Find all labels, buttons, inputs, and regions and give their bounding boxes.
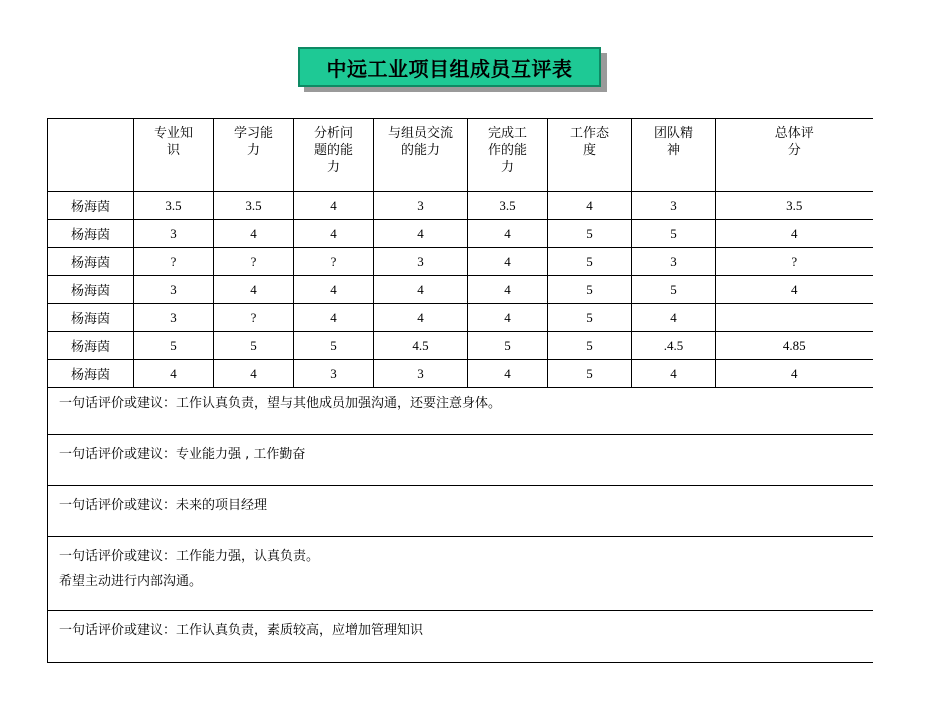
header-team-spirit	[632, 119, 716, 192]
score-cell: 3	[134, 304, 214, 332]
score-cell: 4	[468, 248, 548, 276]
header-analysis-ability	[294, 119, 374, 192]
member-name-cell: 杨海茵	[48, 220, 134, 248]
header-label: 总体评分	[774, 126, 814, 158]
score-cell	[716, 304, 873, 332]
score-cell: 3.5	[716, 192, 873, 220]
score-cell: 3	[294, 360, 374, 388]
comment-block	[48, 384, 873, 435]
score-cell: 3	[374, 192, 468, 220]
header-label: 专业知识	[153, 126, 193, 158]
score-cell: ?	[716, 248, 873, 276]
table-row	[48, 192, 873, 220]
score-cell: 5	[548, 276, 632, 304]
score-cell: 5	[548, 248, 632, 276]
comment-text: 一句话评价或建议：工作能力强，认真负责。	[59, 549, 320, 564]
header-label: 分析问题的能力	[313, 126, 353, 175]
header-professional-knowledge	[134, 119, 214, 192]
score-cell: 5	[294, 332, 374, 360]
header-label: 学习能力	[233, 126, 273, 158]
member-name-cell: 杨海茵	[48, 360, 134, 388]
score-cell: 5	[632, 220, 716, 248]
score-cell: 5	[548, 220, 632, 248]
score-cell: 4.85	[716, 332, 873, 360]
score-cell: 5	[632, 276, 716, 304]
score-cell: 4	[294, 304, 374, 332]
comment-block	[48, 486, 873, 537]
score-cell: ?	[214, 248, 294, 276]
score-cell: 3	[632, 192, 716, 220]
comment-block	[48, 435, 873, 486]
comment-block	[48, 611, 873, 662]
score-cell: 4	[632, 360, 716, 388]
score-cell: 4	[716, 276, 873, 304]
header-label: 完成工作的能力	[487, 126, 527, 175]
header-communication-ability	[374, 119, 468, 192]
score-cell: 5	[134, 332, 214, 360]
score-cell: 5	[468, 332, 548, 360]
score-cell: 4	[374, 220, 468, 248]
score-cell: 3	[134, 276, 214, 304]
score-cell: 4	[214, 360, 294, 388]
member-name-cell: 杨海茵	[48, 304, 134, 332]
score-cell: ?	[214, 304, 294, 332]
score-cell: 5	[548, 332, 632, 360]
score-cell: 4.5	[374, 332, 468, 360]
score-cell: ?	[134, 248, 214, 276]
header-completion-ability	[468, 119, 548, 192]
table-row	[48, 220, 873, 248]
table-row	[48, 248, 873, 276]
score-cell: 4	[716, 220, 873, 248]
score-cell: 4	[468, 304, 548, 332]
header-label: 工作态度	[569, 126, 609, 158]
member-name-cell: 杨海茵	[48, 276, 134, 304]
evaluation-table	[47, 118, 873, 388]
score-cell: 5	[214, 332, 294, 360]
score-cell: 3.5	[134, 192, 214, 220]
score-cell: ?	[294, 248, 374, 276]
score-cell: 3	[374, 248, 468, 276]
score-cell: 4	[294, 192, 374, 220]
header-overall-score	[716, 119, 873, 192]
header-corner	[48, 119, 134, 192]
score-cell: 4	[468, 276, 548, 304]
comment-block	[48, 537, 873, 611]
comment-text: 希望主动进行内部沟通。	[59, 574, 203, 589]
header-row	[48, 119, 873, 192]
header-label: 与组员交流的能力	[387, 126, 453, 158]
comment-text: 一句话评价或建议：工作认真负责，望与其他成员加强沟通，还要注意身体。	[59, 396, 502, 411]
comment-text: 一句话评价或建议：未来的项目经理	[59, 498, 268, 513]
score-cell: 4	[134, 360, 214, 388]
member-name-cell: 杨海茵	[48, 248, 134, 276]
table-row	[48, 332, 873, 360]
score-cell: 4	[468, 220, 548, 248]
score-cell: 3	[632, 248, 716, 276]
comments-section	[47, 384, 873, 663]
table-row	[48, 304, 873, 332]
score-cell: 5	[548, 360, 632, 388]
score-cell: 4	[374, 304, 468, 332]
score-cell: 5	[548, 304, 632, 332]
score-cell: 3	[134, 220, 214, 248]
comment-text: 一句话评价或建议：专业能力强 , 工作勤奋	[59, 447, 306, 462]
score-cell: 4	[716, 360, 873, 388]
score-cell: 4	[374, 276, 468, 304]
score-cell: 4	[214, 220, 294, 248]
comment-text: 一句话评价或建议：工作认真负责，素质较高，应增加管理知识	[59, 623, 424, 638]
score-cell: 3	[374, 360, 468, 388]
score-cell: 4	[294, 276, 374, 304]
score-cell: 3.5	[468, 192, 548, 220]
score-cell: 3.5	[214, 192, 294, 220]
title-box	[298, 47, 601, 89]
score-cell: 4	[214, 276, 294, 304]
header-label: 团队精神	[653, 126, 693, 158]
score-cell: 4	[632, 304, 716, 332]
header-learning-ability	[214, 119, 294, 192]
score-cell: 4	[294, 220, 374, 248]
page-title: 中远工业项目组成员互评表	[298, 47, 601, 87]
member-name-cell: 杨海茵	[48, 332, 134, 360]
member-name-cell: 杨海茵	[48, 192, 134, 220]
score-cell: .4.5	[632, 332, 716, 360]
score-cell: 4	[548, 192, 632, 220]
score-cell: 4	[468, 360, 548, 388]
table-row	[48, 276, 873, 304]
header-work-attitude	[548, 119, 632, 192]
